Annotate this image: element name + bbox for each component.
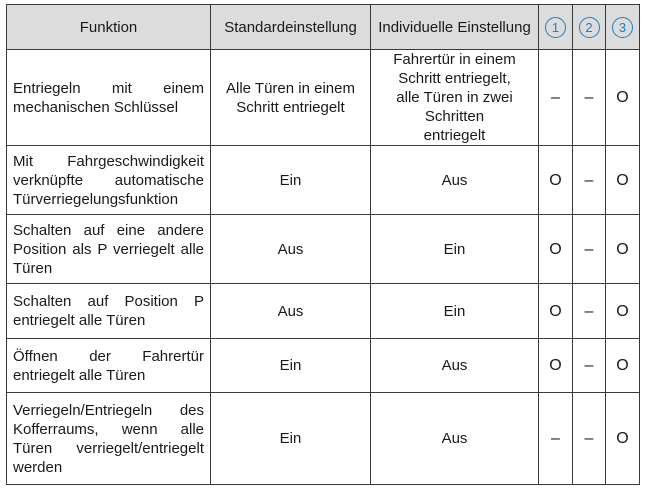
- row-funktion: Öffnen der Fahrertür entriegelt alle Türen: [7, 339, 211, 393]
- row-mark-1: –: [539, 50, 573, 146]
- row-mark-3: O: [606, 284, 640, 339]
- row-mark-3: O: [606, 393, 640, 485]
- circled-number-3: 3: [612, 17, 633, 38]
- row-mark-1: –: [539, 393, 573, 485]
- header-col-2: [573, 5, 606, 50]
- row-funktion: Mit Fahrgeschwindigkeit verknüpfte automatische Türverriegelungsfunktion: [7, 146, 211, 215]
- row-standard: Aus: [211, 284, 371, 339]
- row-standard: Ein: [211, 393, 371, 485]
- table-row: [7, 50, 640, 146]
- circled-number-1: 1: [545, 17, 566, 38]
- table-row: [7, 284, 640, 339]
- row-standard: Ein: [211, 339, 371, 393]
- table-header-row: [7, 5, 640, 50]
- row-mark-2: –: [573, 215, 606, 284]
- row-individuell: Fahrertür in einem Schritt entriegelt, alle Türen in zwei Schritten entriegelt: [371, 50, 539, 146]
- row-mark-3: O: [606, 146, 640, 215]
- header-funktion: Funktion: [7, 5, 211, 50]
- row-mark-1: O: [539, 215, 573, 284]
- row-mark-1: O: [539, 284, 573, 339]
- row-mark-3: O: [606, 215, 640, 284]
- row-individuell: Ein: [371, 215, 539, 284]
- settings-table-wrapper: [6, 4, 640, 485]
- row-individuell: Aus: [371, 393, 539, 485]
- row-mark-2: –: [573, 146, 606, 215]
- row-individuell: Aus: [371, 146, 539, 215]
- header-col-1: [539, 5, 573, 50]
- row-individuell: Aus: [371, 339, 539, 393]
- header-individuell: Individuelle Einstellung: [371, 5, 539, 50]
- row-mark-2: –: [573, 50, 606, 146]
- settings-table: [6, 4, 640, 485]
- row-funktion: Verriegeln/Entriegeln des Kofferraums, wenn alle Türen verriegelt/entriegelt werden: [7, 393, 211, 485]
- row-individuell: Ein: [371, 284, 539, 339]
- circled-number-2: 2: [579, 17, 600, 38]
- row-mark-2: –: [573, 284, 606, 339]
- row-funktion: Schalten auf eine andere Position als P verriegelt alle Türen: [7, 215, 211, 284]
- table-row: [7, 339, 640, 393]
- table-row: [7, 146, 640, 215]
- row-funktion: Schalten auf Position P entriegelt alle Türen: [7, 284, 211, 339]
- row-mark-1: O: [539, 339, 573, 393]
- header-col-3: [606, 5, 640, 50]
- row-mark-3: O: [606, 339, 640, 393]
- row-mark-2: –: [573, 339, 606, 393]
- row-funktion: Entriegeln mit einem mechanischen Schlüssel: [7, 50, 211, 146]
- row-mark-1: O: [539, 146, 573, 215]
- row-mark-3: O: [606, 50, 640, 146]
- row-standard: Alle Türen in einem Schritt entriegelt: [211, 50, 371, 146]
- table-row: [7, 215, 640, 284]
- row-mark-2: –: [573, 393, 606, 485]
- row-standard: Ein: [211, 146, 371, 215]
- table-row: [7, 393, 640, 485]
- header-standard: Standardeinstellung: [211, 5, 371, 50]
- row-standard: Aus: [211, 215, 371, 284]
